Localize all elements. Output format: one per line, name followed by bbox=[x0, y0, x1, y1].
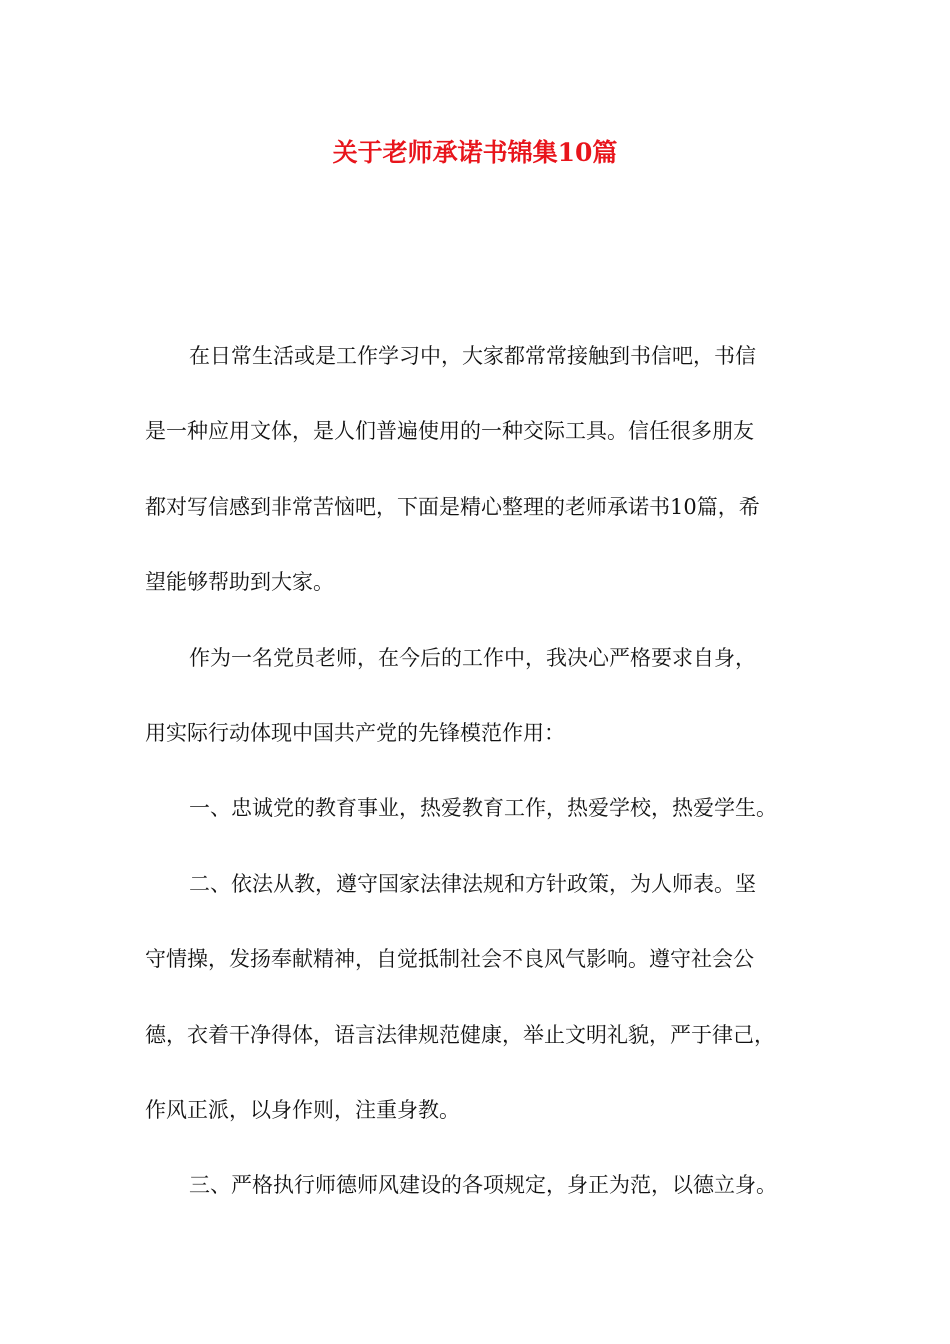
paragraph-item-3 bbox=[145, 1148, 833, 1223]
document-body bbox=[145, 319, 833, 1224]
text-line: 德，衣着干净得体，语言法律规范健康，举止文明礼貌，严于律己， bbox=[145, 1022, 775, 1047]
paragraph-item-1 bbox=[145, 771, 833, 846]
text-line: 是一种应用文体，是人们普遍使用的一种交际工具。信任很多朋友 bbox=[145, 419, 754, 444]
paragraph-item-2 bbox=[145, 847, 833, 1149]
text-line: 作为一名党员老师，在今后的工作中，我决心严格要求自身， bbox=[189, 645, 756, 670]
text-line: 三、严格执行师德师风建设的各项规定，身正为范，以德立身。 bbox=[189, 1173, 777, 1198]
text-line: 一、忠诚党的教育事业，热爱教育工作，热爱学校，热爱学生。 bbox=[189, 796, 777, 821]
text-line: 望能够帮助到大家。 bbox=[145, 570, 334, 595]
text-line: 在日常生活或是工作学习中，大家都常常接触到书信吧，书信 bbox=[189, 344, 756, 368]
text-line: 守情操，发扬奉献精神，自觉抵制社会不良风气影响。遵守社会公 bbox=[145, 947, 754, 972]
paragraph-intro bbox=[145, 319, 833, 621]
text-line: 都对写信感到非常苦恼吧，下面是精心整理的老师承诺书10篇，希 bbox=[145, 494, 760, 519]
text-line: 二、依法从教，遵守国家法律法规和方针政策，为人师表。坚 bbox=[189, 871, 756, 896]
paragraph-commitment-intro bbox=[145, 621, 833, 772]
text-line: 作风正派，以身作则，注重身教。 bbox=[145, 1098, 460, 1123]
document-title: 关于老师承诺书锦集10篇 bbox=[332, 138, 618, 167]
text-line: 用实际行动体现中国共产党的先锋模范作用： bbox=[145, 721, 565, 746]
